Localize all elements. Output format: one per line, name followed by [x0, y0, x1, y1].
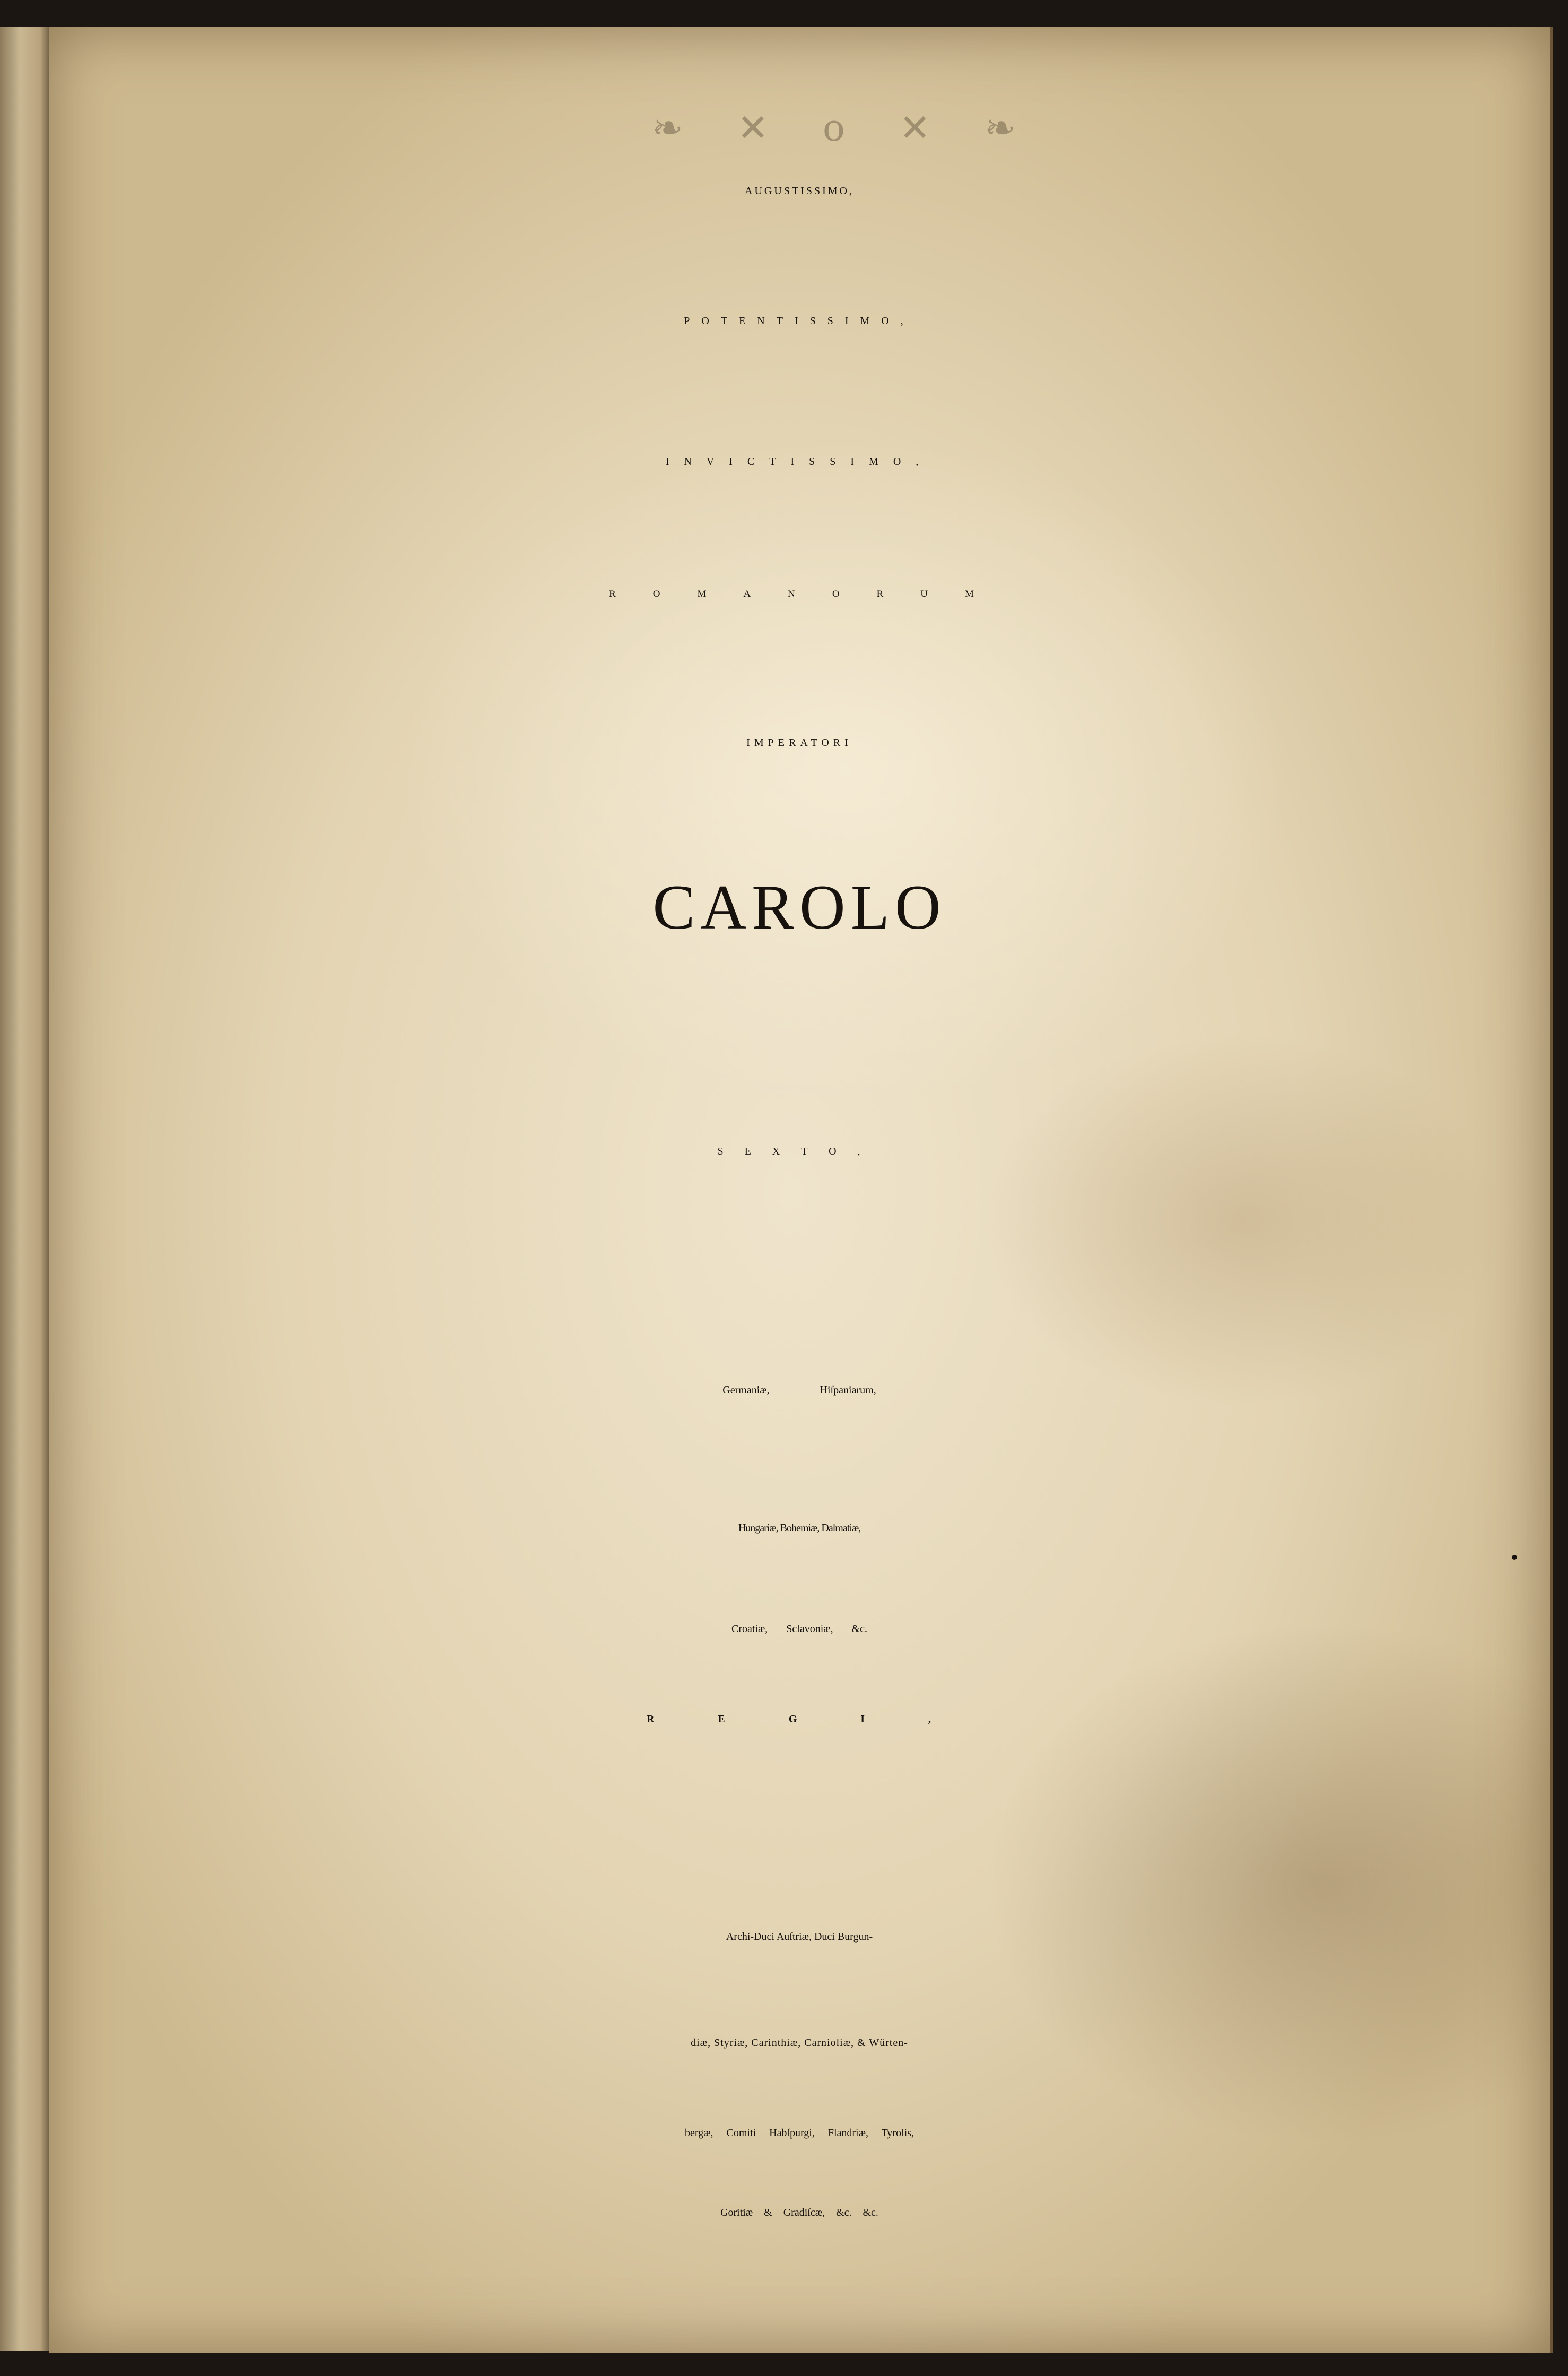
kingdoms-line-2: Hungariæ, Bohemiæ, Dalmatiæ, — [738, 1522, 861, 1534]
regi-heading: REGI, — [646, 1713, 995, 1725]
dedication-line-4: ROMANORUM — [609, 588, 1011, 600]
decorative-ornament: ❧ ✕ o ✕ ❧ — [652, 106, 1037, 150]
titles-line-3: bergæ, Comiti Habſpurgi, Flandriæ, Tyrolis, — [685, 2127, 914, 2139]
dedication-line-3: INVICTISSIMO, — [665, 456, 934, 467]
dedication-line-5: IMPERATORI — [746, 737, 852, 749]
kingdoms-line-1: Germaniæ, Hiſpaniarum, — [722, 1384, 876, 1396]
left-page-edge — [0, 27, 50, 2351]
ink-speck — [1512, 1555, 1517, 1560]
title-page — [49, 27, 1553, 2353]
titles-line-1: Archi-Duci Auſtriæ, Duci Burgun- — [726, 1931, 873, 1943]
dedication-line-1: AUGUSTISSIMO, — [745, 185, 854, 197]
emperor-ordinal: SEXTO, — [717, 1146, 882, 1157]
titles-line-2: diæ, Styriæ, Carinthiæ, Carnioliæ, & Würten- — [691, 2037, 908, 2049]
emperor-name: CAROLO — [652, 872, 946, 942]
kingdoms-line-3: Croatiæ, Sclavoniæ, &c. — [731, 1623, 868, 1635]
dedication-line-2: POTENTISSIMO, — [684, 315, 915, 327]
titles-line-4: Goritiæ & Gradiſcæ, &c. &c. — [720, 2207, 878, 2218]
